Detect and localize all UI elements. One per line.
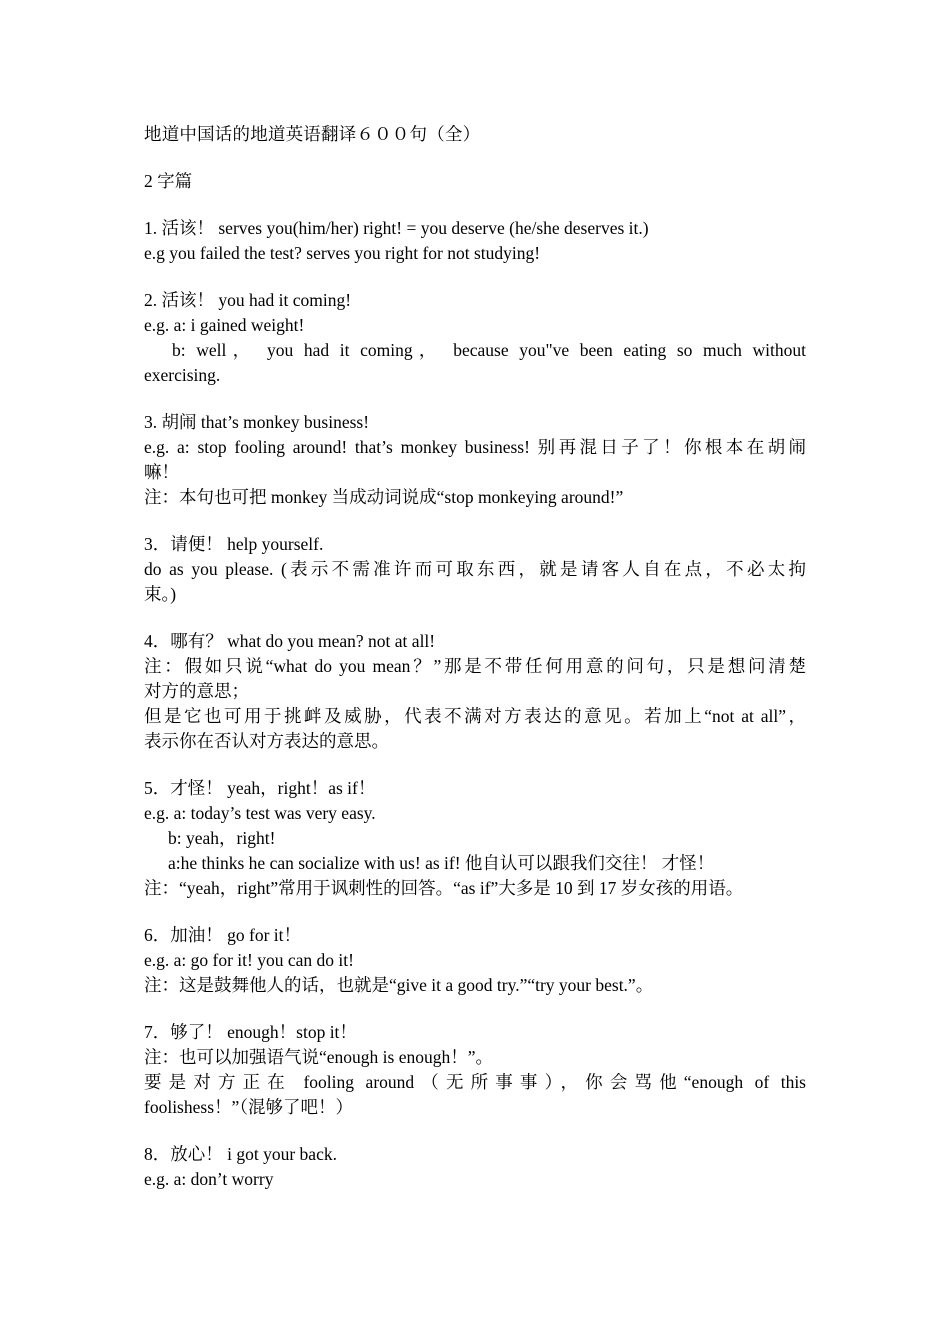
entry-line: 3．请便！ help yourself.: [144, 534, 324, 554]
entry-line: 1. 活该！ serves you(him/her) right! = you deserve (he/she deserves it.): [144, 218, 649, 238]
entry-line: 8．放心！ i got your back.: [144, 1144, 337, 1164]
entry-line: 注：“yeah，right”常用于讽刺性的回答。“as if”大多是 10 到 17 岁女孩的用语。: [144, 878, 744, 898]
entry-line: 注：这是鼓舞他人的话，也就是“give it a good try.”“try your best.”。: [144, 975, 654, 995]
entry-line: do as you please. (表示不需准许而可取东西，就是请客人自在点，不必太拘: [144, 559, 806, 579]
entry-7: [144, 1020, 806, 1120]
entry-line: 2. 活该！ you had it coming!: [144, 290, 352, 310]
entry-line: e.g. a: don’t worry: [144, 1169, 274, 1189]
entry-line: foolishess！”（混够了吧！）: [144, 1097, 354, 1117]
entry-line: 对方的意思；: [144, 681, 249, 701]
entry-8: [144, 1142, 806, 1192]
entry-line: b: yeah，right!: [168, 828, 276, 848]
entry-line: 嘛！: [144, 462, 179, 482]
entry-line: 要是对方正在 fooling around（无所事事），你会骂他“enough of this: [144, 1072, 806, 1092]
entry-line: b: well， you had it coming， because you"ve been eating so much without: [172, 340, 806, 360]
entry-line: 注：假如只说“what do you mean？”那是不带任何用意的问句，只是想问清楚: [144, 656, 806, 676]
entry-line: a:he thinks he can socialize with us! as if! 他自认可以跟我们交往！ 才怪！: [168, 853, 715, 873]
entry-line: 表示你在否认对方表达的意思。: [144, 731, 389, 751]
entry-line: 5．才怪！ yeah，right！as if！: [144, 778, 376, 798]
entry-line: 但是它也可用于挑衅及威胁，代表不满对方表达的意见。若加上“not at all”，: [144, 706, 806, 726]
entry-6: [144, 923, 806, 998]
section-heading: 2 字篇: [144, 171, 193, 191]
document-title: 地道中国话的地道英语翻译６００句（全）: [144, 124, 481, 144]
entry-5: [144, 776, 806, 901]
entry-line: e.g. a: i gained weight!: [144, 315, 305, 335]
entry-line: 4．哪有？ what do you mean? not at all!: [144, 631, 436, 651]
entry-line: exercising.: [144, 365, 221, 385]
entry-line: 注：也可以加强语气说“enough is enough！”。: [144, 1047, 493, 1067]
entry-line: e.g. a: stop fooling around! that’s monkey business! 别再混日子了！你根本在胡闹: [144, 437, 806, 457]
entry-3: [144, 410, 806, 510]
document-page: [144, 122, 806, 1192]
entry-4: [144, 629, 806, 754]
entry-line: 6．加油！ go for it！: [144, 925, 302, 945]
entry-line: 注：本句也可把 monkey 当成动词说成“stop monkeying around!”: [144, 487, 624, 507]
entry-line: e.g. a: today’s test was very easy.: [144, 803, 376, 823]
entry-line: 7．够了！ enough！stop it！: [144, 1022, 357, 1042]
entry-line: 3. 胡闹 that’s monkey business!: [144, 412, 370, 432]
entry-line: e.g you failed the test? serves you right for not studying!: [144, 243, 541, 263]
entry-3b: [144, 532, 806, 607]
entry-line: e.g. a: go for it! you can do it!: [144, 950, 354, 970]
entry-1: [144, 216, 806, 266]
entry-line: 束。): [144, 584, 177, 604]
entry-2: [144, 288, 806, 388]
